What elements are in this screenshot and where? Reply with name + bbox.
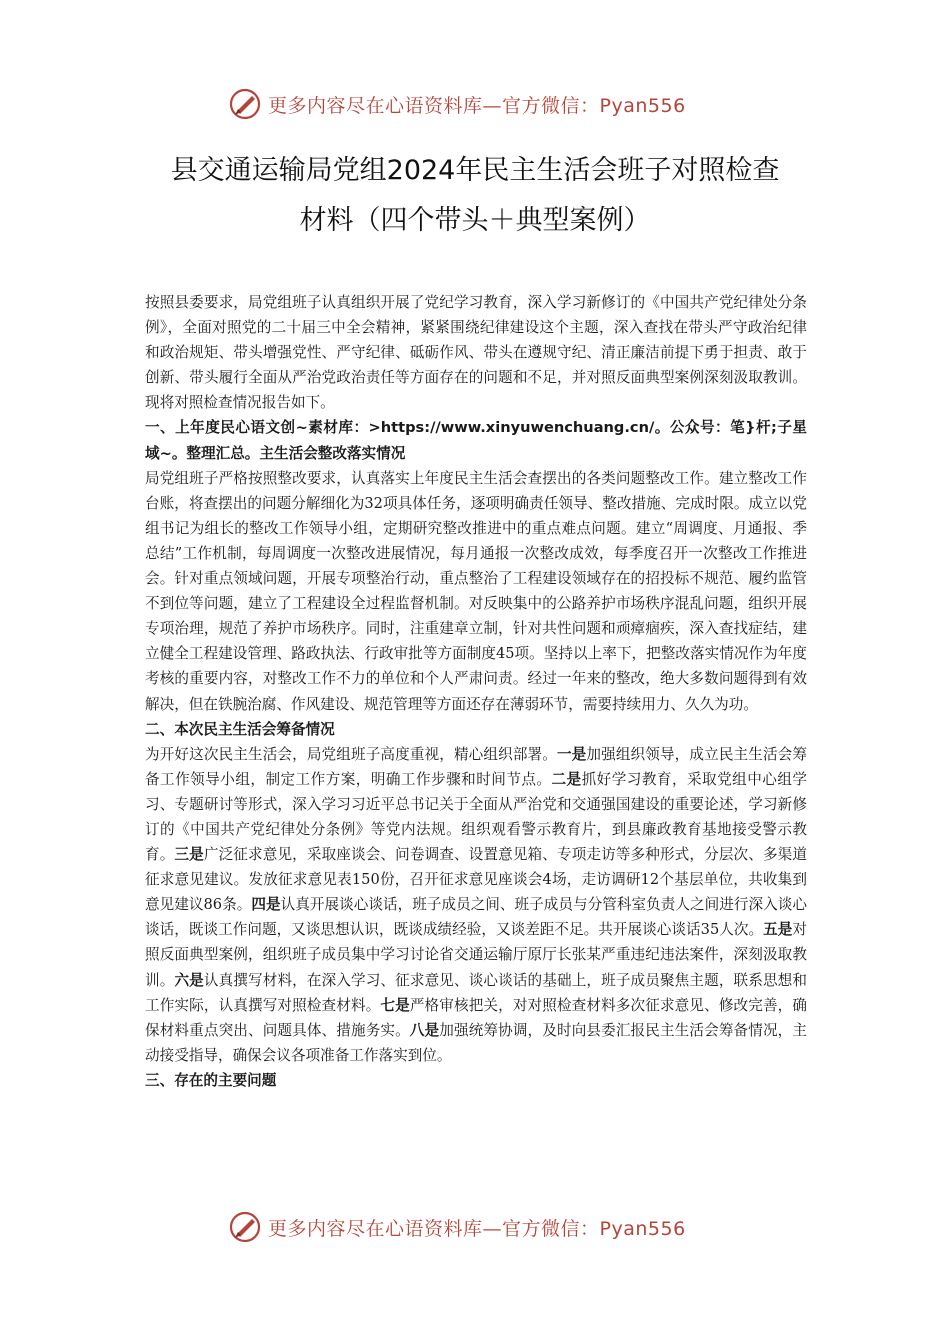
s2-text-1: 加强组织领导，成立民主生活会筹备工作领导小组，制定工作方案，明确工作步骤和时间节点。 <box>145 745 807 788</box>
intro-paragraph: 按照县委要求，局党组班子认真组织开展了党纪学习教育，深入学习新修订的《中国共产党纪律处分条例》，全面对照党的二十届三中全会精神，紧紧围绕纪律建设这个主题，深入查找在带头严守政治纪律和政治规矩、带头增强党性、严守纪律、砥砺作风、带头在遵规守纪、清正廉洁前提下勇于担责、敢于创新、带头履行全面从严治党政治责任等方面存在的问题和不足，并对照反面典型案例深刻汲取教训。现将对照检查情况报告如下。 <box>145 294 807 412</box>
s2-keyword-4: 四是 <box>251 896 281 914</box>
wechat-id: Pyan556 <box>599 1217 686 1240</box>
s2-text-0: 为开好这次民主生活会，局党组班子高度重视，精心组织部署。 <box>145 745 557 763</box>
section-1-paragraph: 局党组班子严格按照整改要求，认真落实上年度民主生活会查摆出的各类问题整改工作。建立整改工作台账，将查摆出的问题分解细化为32项具体任务，逐项明确责任领导、整改措施、完成时限。成立以党组书记为组长的整改工作领导小组，定期研究整改推进中的重点难点问题。建立“周调度、月通报、季总结”工作机制，每周调度一次整改进展情况，每月通报一次整改成效，每季度召开一次整改工作推进会。针对重点领域问题，开展专项整治行动，重点整治了工程建设领域存在的招投标不规范、履约监管不到位等问题，建立了工程建设全过程监督机制。对反映集中的公路养护市场秩序混乱问题，组织开展专项治理，规范了养护市场秩序。同时，注重建章立制，针对共性问题和顽瘴痼疾，深入查找症结，建立健全工程建设管理、路政执法、行政审批等方面制度45项。坚持以上率下，把整改落实情况作为年度考核的重要内容，对整改工作不力的单位和个人严肃问责。经过一年来的整改，绝大多数问题得到有效解决，但在铁腕治腐、作风建设、规范管理等方面还存在薄弱环节，需要持续用力、久久为功。 <box>145 469 807 713</box>
s2-keyword-2: 二是 <box>551 770 582 788</box>
s2-text-6: 认真撰写材料，在深入学习、征求意见、谈心谈话的基础上，班子成员聚焦主题，联系思想和工作实际，认真撰写对照检查材料。 <box>145 971 807 1014</box>
s2-keyword-1: 一是 <box>556 745 587 763</box>
pen-logo-icon <box>228 1210 262 1244</box>
title-line-2: 材料（四个带头＋典型案例） <box>299 205 651 236</box>
wechat-id: Pyan556 <box>599 94 686 117</box>
header-watermark <box>0 84 950 124</box>
s2-text-5: 对照反面典型案例，组织班子成员集中学习讨论省交通运输厅原厅长张某严重违纪违法案件，深刻汲取教训。 <box>145 921 807 989</box>
section-2-heading: 二、本次民主生活会筹备情况 <box>145 720 335 738</box>
pen-logo-icon <box>228 87 262 121</box>
title-line-1: 县交通运输局党组2024年民主生活会班子对照检查 <box>170 155 780 186</box>
s2-text-3: 广泛征求意见，采取座谈会、问卷调查、设置意见箱、专项走访等多种形式，分层次、多渠道征求意见建议。发放征求意见表150份，召开征求意见座谈会4场，走访调研12个基层单位，共收集到意见建议86条。 <box>145 846 807 914</box>
s2-keyword-8: 八是 <box>409 1021 440 1039</box>
section-3-heading: 三、存在的主要问题 <box>145 1071 277 1089</box>
s2-keyword-5: 五是 <box>763 921 793 939</box>
s2-text-8: 加强统筹协调，及时向县委汇报民主生活会筹备情况，主动接受指导，确保会议各项准备工作落实到位。 <box>145 1021 807 1064</box>
s2-keyword-7: 七是 <box>380 996 410 1014</box>
watermark-text: 更多内容尽在心语资料库—官方微信：Pyan556 <box>268 1217 686 1240</box>
section-1-heading: 一、上年度民心语文创~素材库：>https://www.xinyuwenchuang.cn/。公众号：笔}杆;子星域~。整理汇总。主生活会整改落实情况 <box>145 419 807 462</box>
section-2-paragraph <box>145 742 807 1068</box>
footer-watermark <box>0 1207 950 1247</box>
s2-text-7: 严格审核把关，对对照检查材料多次征求意见、修改完善，确保材料重点突出、问题具体、措施务实。 <box>145 996 807 1039</box>
s2-keyword-6: 六是 <box>174 971 204 989</box>
watermark-text: 更多内容尽在心语资料库—官方微信：Pyan556 <box>268 94 686 117</box>
s2-text-4: 认真开展谈心谈话，班子成员之间、班子成员与分管科室负责人之间进行深入谈心谈话，既谈工作问题，又谈思想认识，既谈成绩经验，又谈差距不足。共开展谈心谈话35人次。 <box>145 896 807 939</box>
s2-keyword-3: 三是 <box>174 846 204 864</box>
document-body <box>145 290 807 1093</box>
document-title <box>100 146 850 246</box>
s2-text-2: 抓好学习教育，采取党组中心组学习、专题研讨等形式，深入学习习近平总书记关于全面从严治党和交通强国建设的重要论述，学习新修订的《中国共产党纪律处分条例》等党内法规。组织观看警示教育片，到县廉政教育基地接受警示教育。 <box>145 770 807 864</box>
